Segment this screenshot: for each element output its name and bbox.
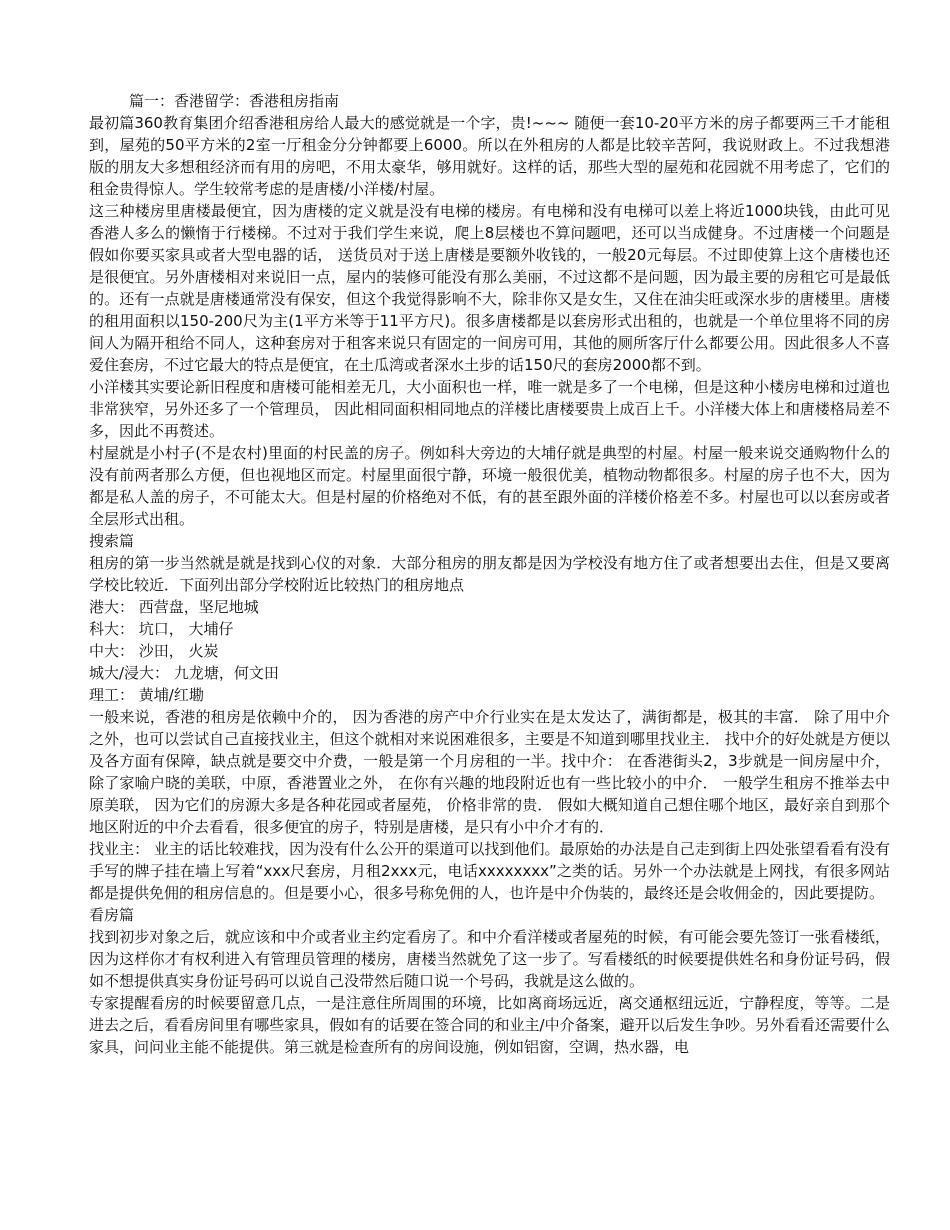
search-section-heading: 搜索篇: [89, 532, 135, 550]
viewing-paragraph-1: 找到初步对象之后，就应该和中介或者业主约定看房了。和中介看洋楼或者屋苑的时候，有可能会要先签订一张看楼纸，因为这样你才有权利进入有管理员管理的楼房，唐楼当然就免了这一步了。写看楼纸的时候要提供姓名和身份证号码，假如不想提供真实身份证号码可以说自己没带然后随口说一个号码，我就是这么做的。: [89, 928, 890, 990]
viewing-paragraph-2: 专家提醒看房的时候要留意几点，一是注意住所周围的环境，比如离商场远近，离交通枢纽远近，宁静程度，等等。二是进去之后，看看房间里有哪些家具，假如有的话要在签合同的和业主/中介备案，避开以后发生争吵。另外看看还需要什么家具，问问业主能不能提供。第三就是检查所有的房间设施，例如铝窗，空调，热水器，电: [89, 994, 890, 1056]
search-intro-paragraph: 租房的第一步当然就是就是找到心仪的对象．大部分租房的朋友都是因为学校没有地方住了或者想要出去住，但是又要离学校比较近．下面列出部分学校附近比较热门的租房地点: [89, 554, 890, 594]
intro-paragraph-3: 小洋楼其实要论新旧程度和唐楼可能相差无几，大小面积也一样，唯一就是多了一个电梯，但是这种小楼房电梯和过道也非常狭窄，另外还多了一个管理员， 因此相同面积相同地点的洋楼比唐楼要贵上成百上千。小洋楼大体上和唐楼格局差不多，因此不再赘述。: [89, 378, 890, 440]
location-item: 城大/浸大： 九龙塘，何文田: [89, 664, 279, 682]
location-item: 科大： 坑口， 大埔仔: [89, 620, 234, 638]
location-list: [89, 596, 890, 706]
owner-paragraph: 找业主： 业主的话比较难找，因为没有什么公开的渠道可以找到他们。最原始的办法是自己走到街上四处张望看看有没有手写的牌子挂在墙上写着“xxx尺套房，月租2xxx元，电话xxxxxxxx”之类的话。另外一个办法就是上网找，有很多网站都是提供免佣的租房信息的。但是要小心，很多号称免佣的人，也许是中介伪装的，最终还是会收佣金的，因此要提防。: [89, 840, 890, 902]
location-item: 港大： 西营盘，坚尼地城: [89, 598, 259, 616]
document-title: 篇一：香港留学：香港租房指南: [129, 92, 340, 110]
intro-paragraph-2: 这三种楼房里唐楼最便宜，因为唐楼的定义就是没有电梯的楼房。有电梯和没有电梯可以差上将近1000块钱，由此可见香港人多么的懒惰于行楼梯。不过对于我们学生来说，爬上8层楼也不算问题吧，还可以当成健身。不过唐楼一个问题是假如你要买家具或者大型电器的话， 送货员对于送上唐楼是要额外收钱的，一般20元每层。不过即使算上这个唐楼也还是很便宜。另外唐楼相对来说旧一点，屋内的装修可能没有那么美丽，不过这都不是问题，因为最主要的房租它可是最低的。还有一点就是唐楼通常没有保安，但这个我觉得影响不大，除非你又是女生，又住在油尖旺或深水步的唐楼里。唐楼的租用面积以150-200尺为主(1平方米等于11平方尺)。很多唐楼都是以套房形式出租的，也就是一个单位里将不同的房间人为隔开租给不同人，这种套房对于租客来说只有固定的一间房可用，其他的厕所客厅什么都要公用。因此很多人不喜爱住套房，不过它最大的特点是便宜，在土瓜湾或者深水土步的话150尺的套房2000都不到。: [89, 202, 890, 374]
intro-paragraph-4: 村屋就是小村子(不是农村)里面的村民盖的房子。例如科大旁边的大埔仔就是典型的村屋。村屋一般来说交通购物什么的没有前两者那么方便，但也视地区而定。村屋里面很宁静，环境一般很优美，植物动物都很多。村屋的房子也不大，因为都是私人盖的房子，不可能太大。但是村屋的价格绝对不低，有的甚至跟外面的洋楼价格差不多。村屋也可以以套房或者全层形式出租。: [89, 444, 890, 528]
viewing-section-heading: 看房篇: [89, 906, 135, 924]
agent-paragraph: 一般来说，香港的租房是依赖中介的， 因为香港的房产中介行业实在是太发达了，满街都是，极其的丰富． 除了用中介之外，也可以尝试自己直接找业主，但这个就相对来说困难很多，主要是不知道到哪里找业主． 找中介的好处就是方便以及各方面有保障，缺点就是要交中介费，一般是第一个月房租的一半。找中介： 在香港街头2，3步就是一间房屋中介， 除了家喻户晓的美联，中原，香港置业之外， 在你有兴趣的地段附近也有一些比较小的中介． 一般学生租房不推举去中原美联， 因为它们的房源大多是各种花园或者屋苑， 价格非常的贵． 假如大概知道自己想住哪个地区，最好亲自到那个地区附近的中介去看看，很多便宜的房子，特别是唐楼，是只有小中介才有的．: [89, 708, 890, 836]
location-item: 中大： 沙田， 火炭: [89, 642, 219, 660]
intro-paragraph-1: 最初篇360教育集团介绍香港租房给人最大的感觉就是一个字，贵!~~~ 随便一套10-20平方米的房子都要两三千才能租到，屋苑的50平方米的2室一厅租金分分钟都要上6000。所以在外租房的人都是比较辛苦阿，我说财政上。不过我想港版的朋友大多想租经济而有用的房吧，不用太豪华，够用就好。这样的话，那些大型的屋苑和花园就不用考虑了，它们的租金贵得惊人。学生较常考虑的是唐楼/小洋楼/村屋。: [89, 114, 890, 198]
location-item: 理工： 黄埔/红墈: [89, 686, 204, 704]
